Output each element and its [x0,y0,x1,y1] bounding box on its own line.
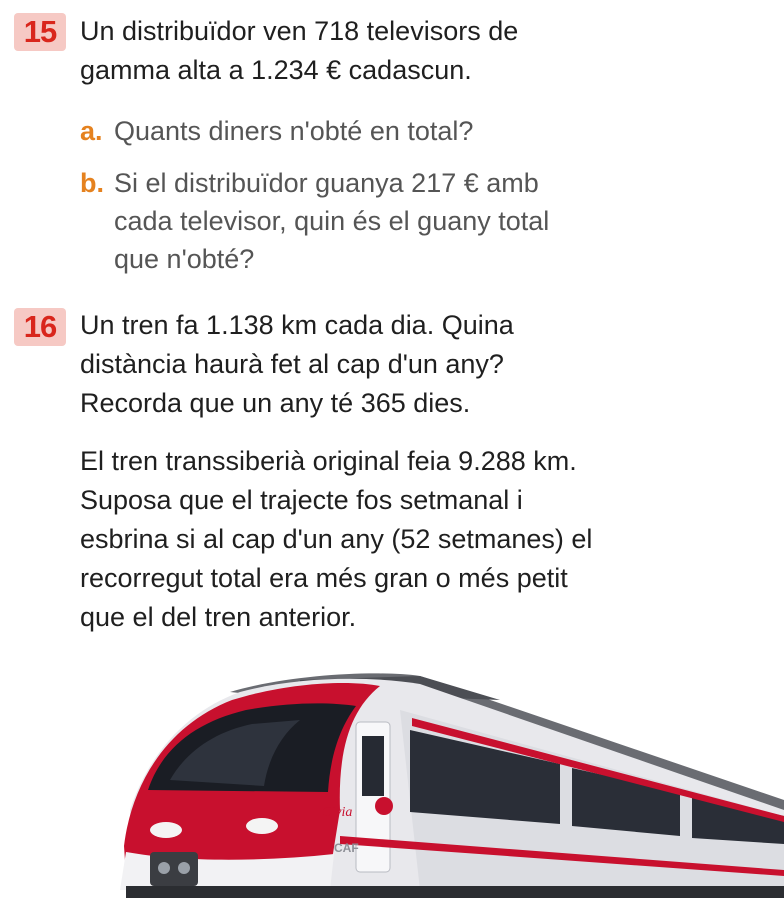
part-letter-a: a. [80,116,103,146]
train-illustration [0,640,784,912]
problem-16-stem [80,306,770,423]
problem-number-15: 15 [14,13,66,51]
stem-line: Un tren fa 1.138 km cada dia. Quina [80,310,514,340]
extra-line: que el del tren anterior. [80,602,357,632]
problem-15-part-b [80,164,770,278]
problem-15-part-a [80,112,770,150]
train-logo-text: Civia [322,805,353,820]
part-a-text: Quants diners n'obté en total? [114,116,474,146]
problem-16-extra [80,442,770,637]
stem-line: Recorda que un any té 365 dies. [80,388,471,418]
train-maker-text: CAF [334,841,359,855]
extra-line: Suposa que el trajecte fos setmanal i [80,485,523,515]
stem-line: distància haurà fet al cap d'un any? [80,349,504,379]
train-image [0,640,784,912]
extra-line: esbrina si al cap d'un any (52 setmanes) el [80,524,593,554]
part-b-text: que n'obté? [114,244,255,274]
stem-line: gamma alta a 1.234 € cadascun. [80,55,472,85]
extra-line: recorregut total era més gran o més petit [80,563,568,593]
part-letter-b: b. [80,168,104,198]
extra-line: El tren transsiberià original feia 9.288 km. [80,446,577,476]
problem-15-stem [80,12,770,90]
stem-line: Un distribuïdor ven 718 televisors de [80,16,519,46]
part-b-text: cada televisor, quin és el guany total [114,206,550,236]
part-b-text: Si el distribuïdor guanya 217 € amb [114,168,539,198]
problem-number-16: 16 [14,308,66,346]
renfe-logo-icon [375,797,393,815]
